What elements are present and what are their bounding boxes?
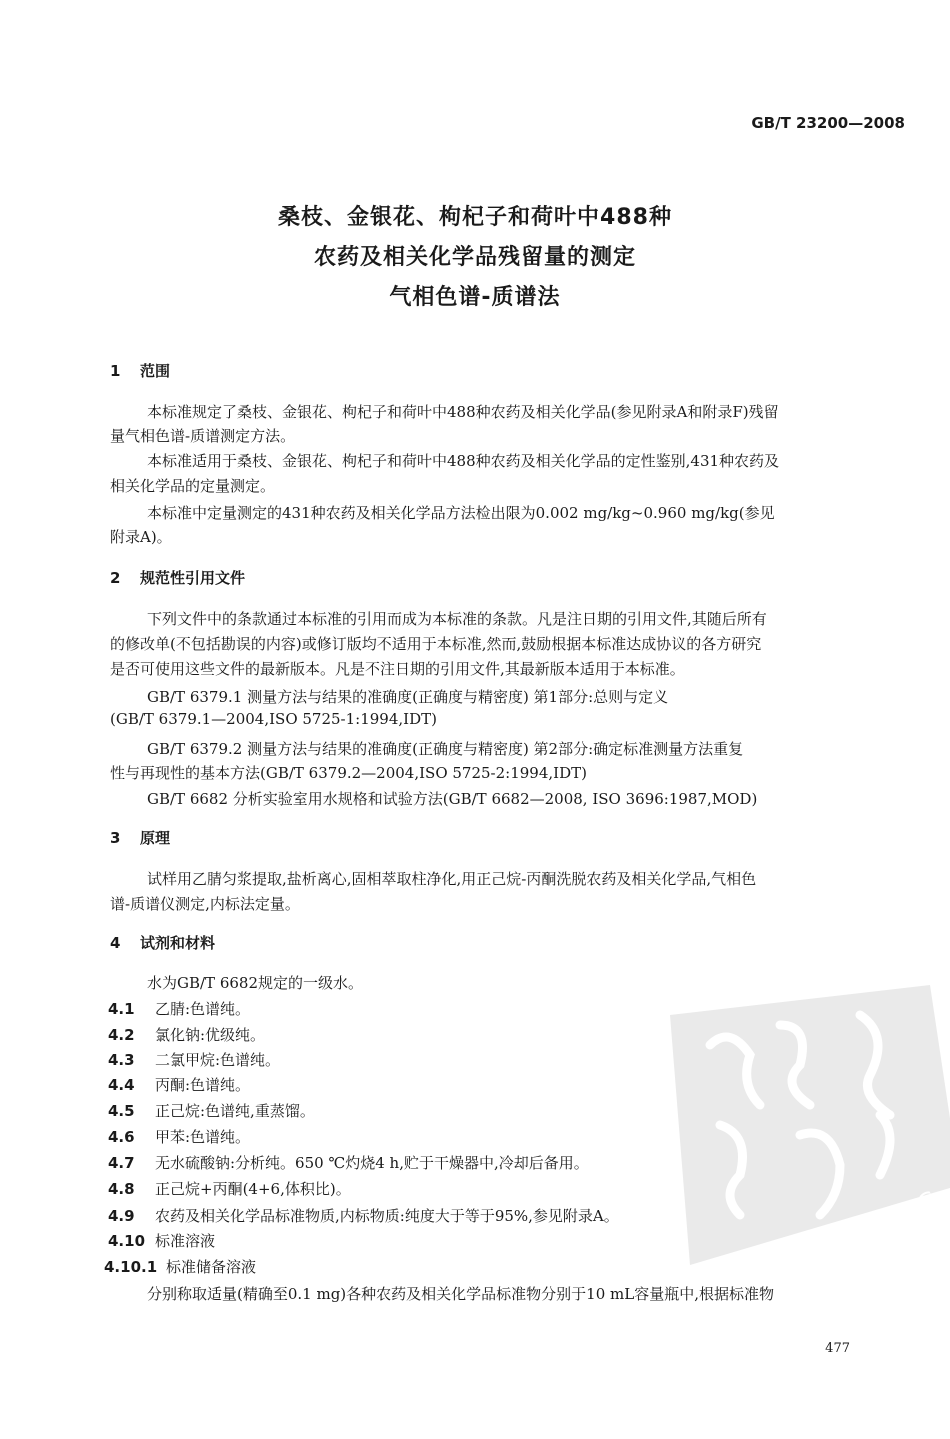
document-title-line2: 农药及相关化学品残留量的测定 <box>313 245 636 270</box>
reference-entry-line: 性与再现性的基本方法(GB/T 6379.2—2004,ISO 5725-2:1994,IDT) <box>110 764 587 782</box>
watermark-stamp <box>630 975 950 1275</box>
principle-paragraph-line: 谱-质谱仪测定,内标法定量。 <box>110 895 300 913</box>
reagent-item: 4.4 丙酮:色谱纯。 <box>108 1076 251 1094</box>
section-heading-principle <box>110 827 170 848</box>
section-number: 1 <box>110 362 121 380</box>
reagent-item: 4.8 正己烷+丙酮(4+6,体积比)。 <box>108 1180 351 1198</box>
references-paragraph-line: 下列文件中的条款通过本标准的引用而成为本标准的条款。凡是注日期的引用文件,其随后所有 <box>147 610 767 628</box>
section-title: 规范性引用文件 <box>140 569 246 587</box>
section-heading-reagents <box>110 932 215 953</box>
reference-entry-line: GB/T 6379.2 测量方法与结果的准确度(正确度与精密度) 第2部分:确定标准测量方法重复 <box>147 740 744 758</box>
header-standard-code: GB/T 23200—2008 <box>751 114 905 132</box>
reagent-item: 4.3 二氯甲烷:色谱纯。 <box>108 1051 281 1069</box>
scope-paragraph-line: 量气相色谱-质谱测定方法。 <box>110 427 296 445</box>
page-number: 477 <box>825 1341 850 1356</box>
reagents-paragraph-line: 分别称取适量(精确至0.1 mg)各种农药及相关化学品标准物分别于10 mL容量瓶中,根据标准物 <box>147 1285 774 1303</box>
document-title-line3: 气相色谱-质谱法 <box>389 285 561 310</box>
section-heading-scope <box>110 360 170 381</box>
scope-paragraph-line: 本标准中定量测定的431种农药及相关化学品方法检出限为0.002 mg/kg~0.960 mg/kg(参见 <box>147 504 775 522</box>
references-paragraph-line: 的修改单(不包括勘误的内容)或修订版均不适用于本标准,然而,鼓励根据本标准达成协议的各方研究 <box>110 635 762 653</box>
scope-paragraph-line: 相关化学品的定量测定。 <box>110 477 276 495</box>
scope-paragraph-line: 附录A)。 <box>110 528 172 546</box>
references-paragraph-line: 是否可使用这些文件的最新版本。凡是不注日期的引用文件,其最新版本适用于本标准。 <box>110 660 685 678</box>
reagent-item: 4.10 标准溶液 <box>108 1232 216 1250</box>
section-title: 原理 <box>140 829 171 847</box>
reagents-intro: 水为GB/T 6682规定的一级水。 <box>147 974 364 992</box>
watermark-pdg-label: PDG <box>884 1185 943 1236</box>
reagent-item: 4.10.1 标准储备溶液 <box>104 1258 257 1276</box>
section-title: 范围 <box>140 362 171 380</box>
section-number: 4 <box>110 934 121 952</box>
reagent-item: 4.5 正己烷:色谱纯,重蒸馏。 <box>108 1102 315 1120</box>
principle-paragraph-line: 试样用乙腈匀浆提取,盐析离心,固相萃取柱净化,用正己烷-丙酮洗脱农药及相关化学品,气相色 <box>147 870 757 888</box>
scope-paragraph-line: 本标准规定了桑枝、金银花、枸杞子和荷叶中488种农药及相关化学品(参见附录A和附录F)残留 <box>147 403 779 421</box>
scope-paragraph-line: 本标准适用于桑枝、金银花、枸杞子和荷叶中488种农药及相关化学品的定性鉴别,431种农药及 <box>147 452 780 470</box>
reagent-item: 4.6 甲苯:色谱纯。 <box>108 1128 251 1146</box>
section-title: 试剂和材料 <box>140 934 216 952</box>
reference-entry-line: GB/T 6682 分析实验室用水规格和试验方法(GB/T 6682—2008, ISO 3696:1987,MOD) <box>147 790 758 808</box>
document-title-line1: 桑枝、金银花、枸杞子和荷叶中488种 <box>278 205 672 230</box>
reagent-item: 4.1 乙腈:色谱纯。 <box>108 1000 251 1018</box>
reagent-item: 4.2 氯化钠:优级纯。 <box>108 1026 266 1044</box>
reference-entry-line: GB/T 6379.1 测量方法与结果的准确度(正确度与精密度) 第1部分:总则与定义 <box>147 688 669 706</box>
section-number: 2 <box>110 569 121 587</box>
section-number: 3 <box>110 829 121 847</box>
reagent-item: 4.7 无水硫酸钠:分析纯。650 ℃灼烧4 h,贮于干燥器中,冷却后备用。 <box>108 1154 589 1172</box>
reagent-item: 4.9 农药及相关化学品标准物质,内标物质:纯度大于等于95%,参见附录A。 <box>108 1207 619 1225</box>
reference-entry-line: (GB/T 6379.1—2004,ISO 5725-1:1994,IDT) <box>110 710 437 728</box>
section-heading-normative-references <box>110 567 245 588</box>
